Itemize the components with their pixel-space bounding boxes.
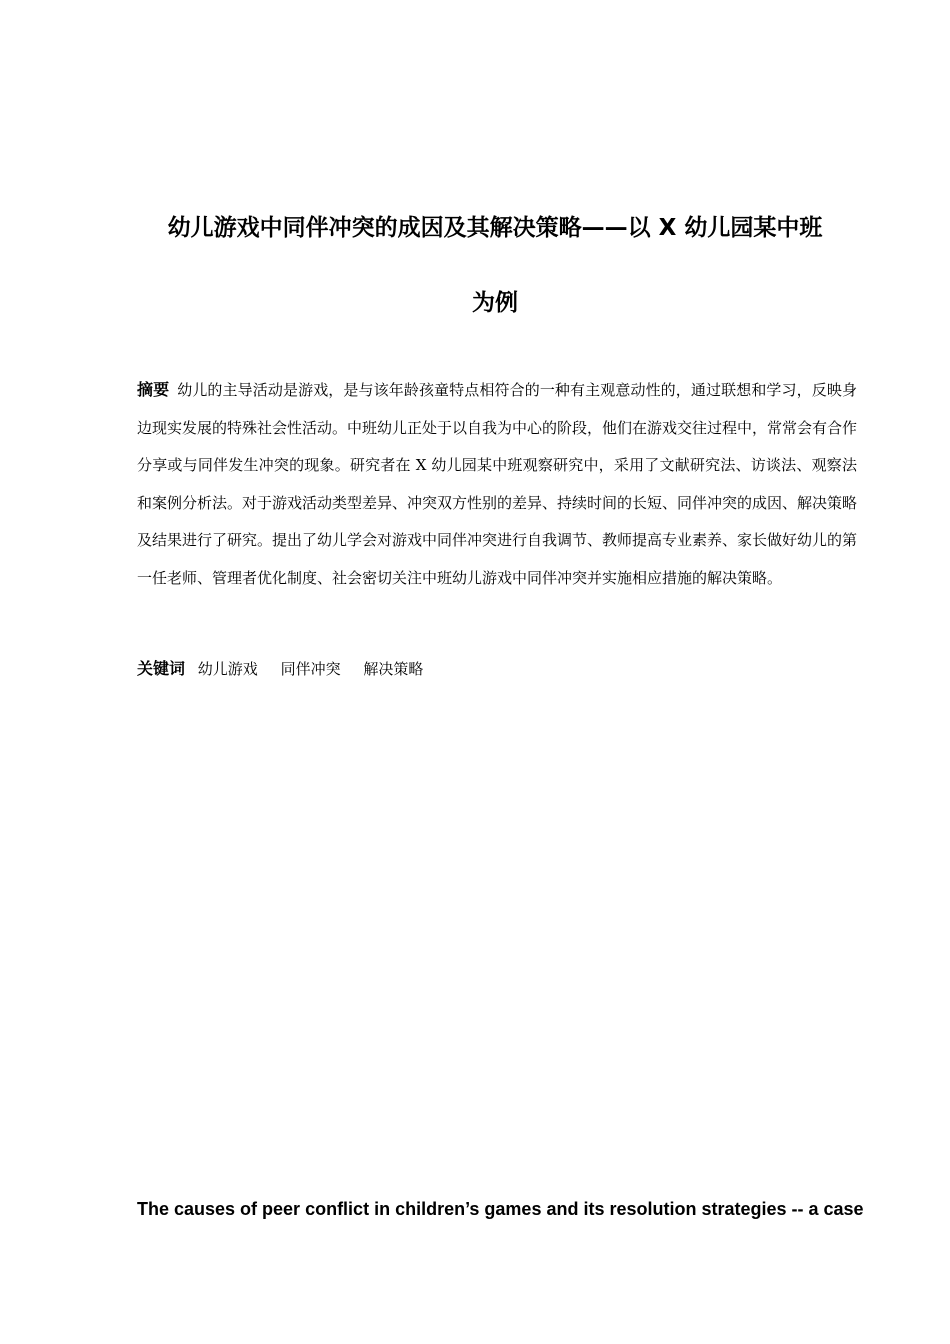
- abstract-paragraph: [137, 371, 857, 597]
- page-title-line-1: 幼儿游戏中同伴冲突的成因及其解决策略——以 X 幼儿园某中班: [167, 215, 823, 241]
- english-title: The causes of peer conflict in children’s games and its resolution strategies -- a case: [137, 1199, 864, 1219]
- abstract-label: 摘要: [137, 380, 170, 399]
- keyword-item: 解决策略: [363, 660, 424, 678]
- keywords-label: 关键词: [137, 659, 186, 678]
- keywords-line: [137, 654, 857, 684]
- keyword-item: 幼儿游戏: [197, 660, 258, 678]
- abstract-text: 幼儿的主导活动是游戏，是与该年龄孩童特点相符合的一种有主观意动性的，通过联想和学习，反映身边现实发展的特殊社会性活动。中班幼儿正处于以自我为中心的阶段，他们在游戏交往过程中，常常会有合作分享或与同伴发生冲突的现象。研究者在 X 幼儿园某中班观察研究中，采用了文献研究法、访谈法、观察法和案例分析法。对于游戏活动类型差异、冲突双方性别的差异、持续时间的长短、同伴冲突的成因、解决策略及结果进行了研究。提出了幼儿学会对游戏中同伴冲突进行自我调节、教师提高专业素养、家长做好幼儿的第一任老师、管理者优化制度、社会密切关注中班幼儿游戏中同伴冲突并实施相应措施的解决策略。: [137, 381, 858, 587]
- keyword-item: 同伴冲突: [280, 660, 341, 678]
- page-title-line-2: 为例: [472, 290, 518, 316]
